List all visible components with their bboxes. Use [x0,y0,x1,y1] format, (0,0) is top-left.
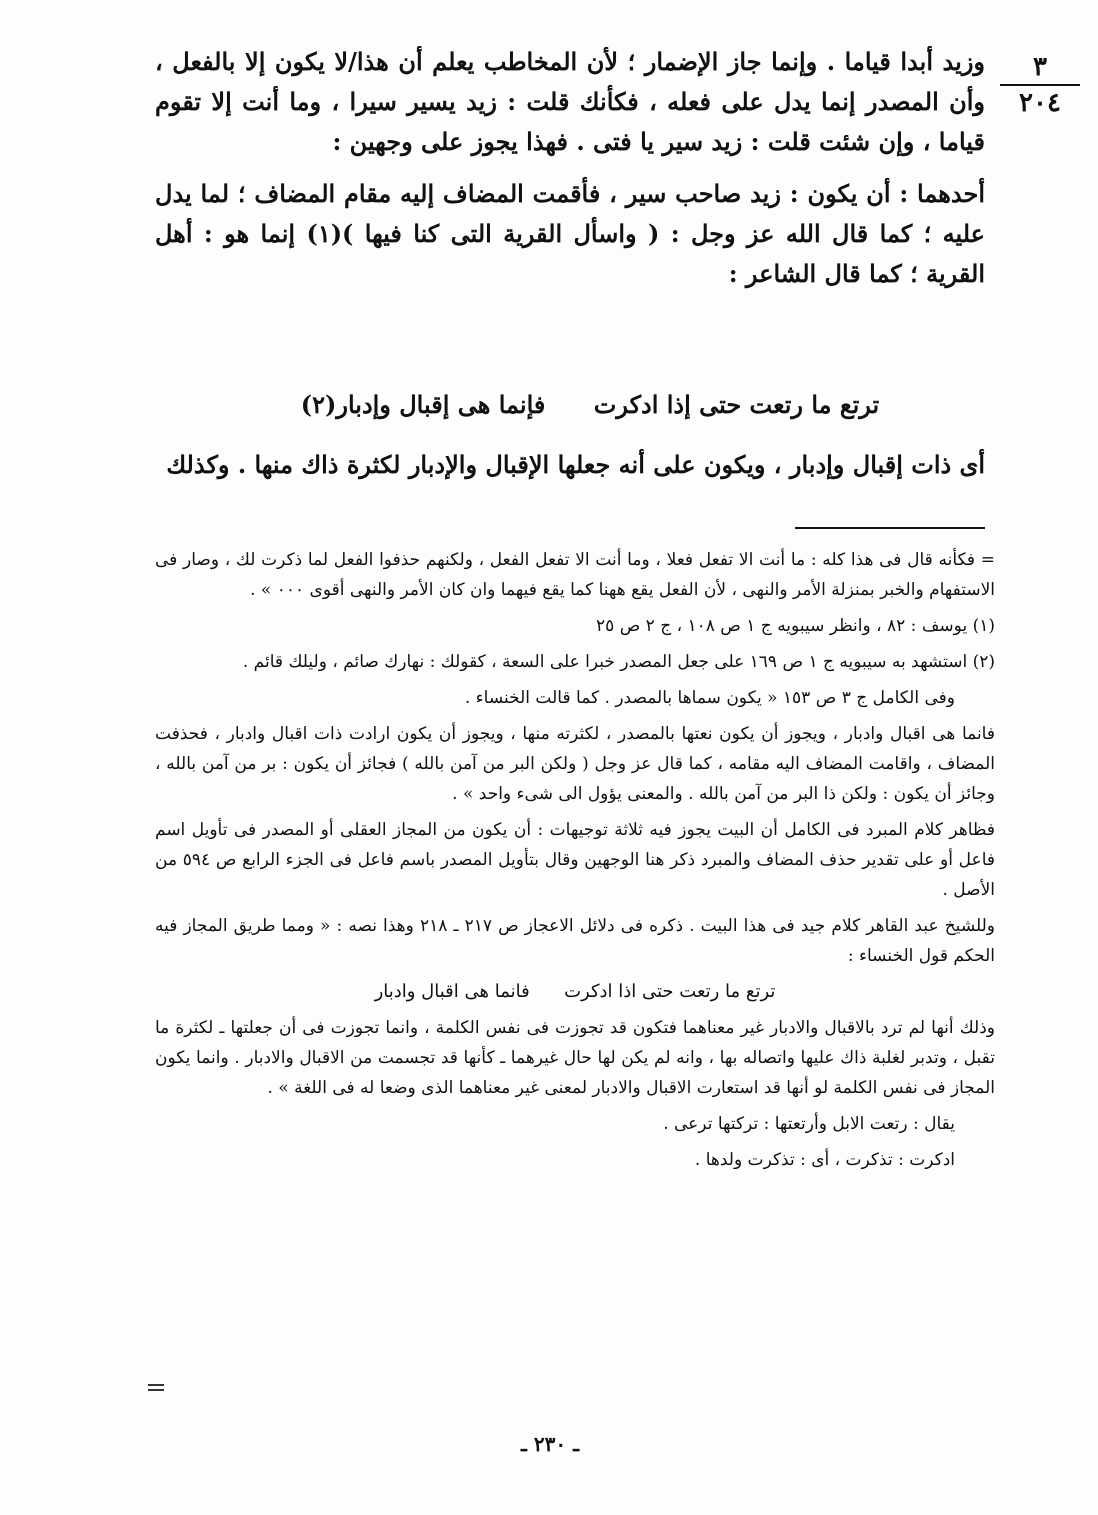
footnote-gloss-2: ادكرت : تذكرت ، أى : تذكرت ولدها . [694,1150,955,1170]
footnote-separator [795,527,985,529]
page-number: ـ ٢٣٠ ـ [521,1432,579,1456]
main-paragraph-1: وزيد أبدا قياما . وإنما جاز الإضمار ؛ لأن المخاطب يعلم أن هذا/لا يكون إلا بالفعل ، وأن المصدر إنما يدل على فعله ، فكأنك قلت : زيد يسير سيرا ، وما أنت إلا تقوم قياما ، وإن شئت قلت : زيد سير يا فتى . فهذا يجوز على وجهين : [155,47,985,156]
verse-hemistich-first: ترتع ما رتعت حتى إذا ادكرت [593,390,880,419]
margin-ref-divider [1000,84,1080,86]
footnote-2-explanation: وذلك أنها لم ترد بالاقبال والادبار غير معناهما فتكون قد تجوزت فى نفس الكلمة ، وانما تجوزت فى أن جعلتها ـ لكثرة ما تقبل ، وتدبر لغلبة ذاك عليها واتصاله بها ، وانه لم يكن لها حال غيرهما ـ كأنها قد تجسمت من الاقبال والادبار . وانما يكون المجاز فى نفس الكلمة لو أنها قد استعارت الاقبال والادبار لمعنى غير معناهما الذى وضعا له فى اللغة » . [155,1018,995,1098]
footnote-2-mubarrad: فظاهر كلام المبرد فى الكامل أن البيت يجوز فيه ثلاثة توجيهات : أن يكون من المجاز العقلى أو المصدر فى تأويل اسم فاعل أو على تقدير حذف المضاف والمبرد ذكر هنا الوجهين وقال بتأويل المصدر باسم فاعل فى الجزء الرابع ص ٥٩٤ من الأصل . [155,820,996,900]
continuation-mark [148,1384,164,1391]
main-text [155,42,985,306]
main-paragraph-3: أى ذات إقبال وإدبار ، ويكون على أنه جعلها الإقبال والإدبار لكثرة ذاك منها . وكذلك [166,450,985,479]
footnote-2-quote: فانما هى اقبال وادبار ، ويجوز أن يكون نعتها بالمصدر ، لكثرته منها ، ويجوز أن يكون ارادت ذات اقبال وادبار ، فحذفت المضاف ، واقامت المضاف اليه مقامه ، كما قال عز وجل ( ولكن البر من آمن بالله ) فجائز أن يكون : بر من آمن بالله ، وجائز أن يكون : ولكن ذا البر من آمن بالله . والمعنى يؤول الى شىء واحد » . [155,724,995,804]
main-paragraph-2: أحدهما : أن يكون : زيد صاحب سير ، فأقمت المضاف إليه مقام المضاف ؛ لما يدل عليه ؛ كما قال الله عز وجل : ( واسأل القرية التى كنا فيها )(١) إنما هو : أهل القرية ؛ كما قال الشاعر : [155,179,985,288]
margin-reference [1000,52,1080,118]
margin-ref-top: ٣ [1033,52,1047,82]
footnote-2: (٢) استشهد به سيبويه ج ١ ص ١٦٩ على جعل المصدر خبرا على السعة ، كقولك : نهارك صائم ، وليلك قائم . [242,652,995,672]
poetry-verse [240,385,940,425]
footnote-verse-second: فانما هى اقبال وادبار [374,981,530,1002]
footnotes [155,545,995,1181]
footnote-1: (١) يوسف : ٨٢ ، وانظر سيبويه ج ١ ص ١٠٨ ، ج ٢ ص ٢٥ [596,616,995,636]
footnote-gloss-1: يقال : رتعت الابل وأرتعتها : تركتها ترعى . [663,1114,955,1134]
footnote-2-abdulqahir: وللشيخ عبد القاهر كلام جيد فى هذا البيت . ذكره فى دلائل الاعجاز ص ٢١٧ ـ ٢١٨ وهذا نصه : « ومما طريق المجاز فيه الحكم قول الخنساء : [155,916,995,966]
footnote-2-kamil: وفى الكامل ج ٣ ص ١٥٣ « يكون سماها بالمصدر . كما قالت الخنساء . [464,688,955,708]
margin-ref-bottom: ٢٠٤ [1019,88,1061,118]
footnote-verse [155,977,995,1007]
verse-hemistich-second: فإنما هى إقبال وإدبار(٢) [300,390,546,419]
footnote-verse-first: ترتع ما رتعت حتى اذا ادكرت [564,981,776,1002]
footnote-continuation: = فكأنه قال فى هذا كله : ما أنت الا تفعل فعلا ، وما أنت الا تفعل الفعل ، ولكنهم حذفوا الفعل لما ذكرت لك ، وصار فى الاستفهام والخبر بمنزلة الأمر والنهى ، لأن الفعل يقع ههنا كما يقع فيهما وان كان الأمر والنهى أقوى ٠٠٠ » . [155,550,995,600]
